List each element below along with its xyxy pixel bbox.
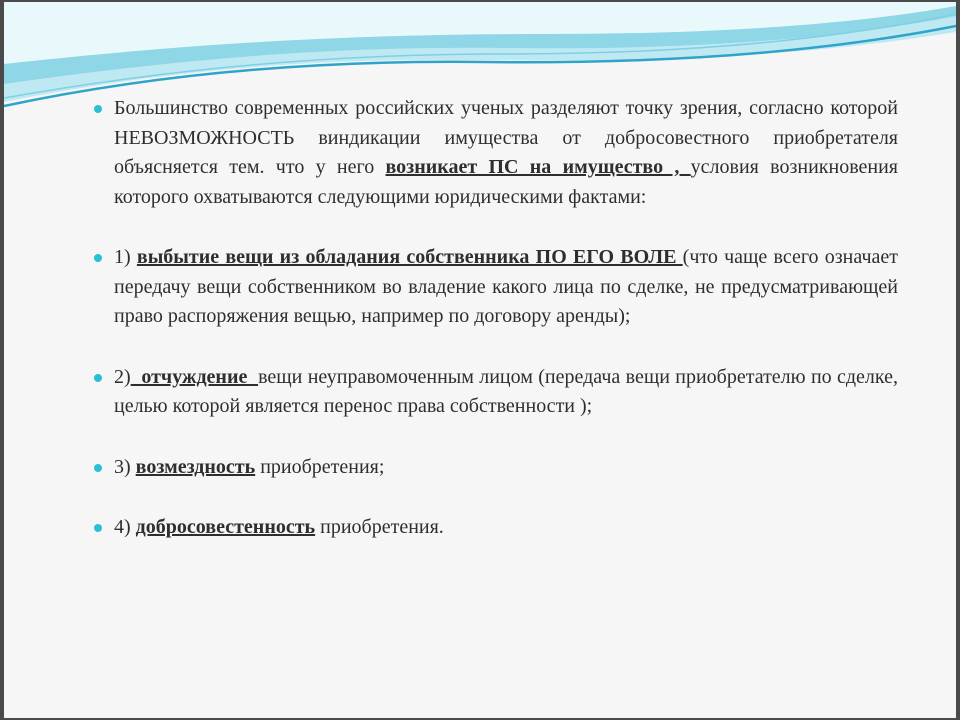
- item-text: Большинство современных российских ученых разделяют точку зрения, согласно которой НЕВОЗМОЖНОСТЬ виндикации имущества от добросовестного приобретателя объясняется тем. что у него возникает ПС на имущество , условия возникновения которого охватываются следующими юридическими фактами:: [114, 97, 899, 208]
- item-text: 3) возмездность приобретения;: [114, 455, 385, 478]
- item-text: 4) добросовестенность приобретения.: [114, 516, 444, 538]
- item-text: 2) отчуждение вещи неуправомоченным лицом (передача вещи приобретателю по сделке, целью которой является перенос права собственности );: [114, 365, 899, 417]
- slide: [4, 2, 956, 718]
- bullet-icon: [94, 254, 102, 262]
- list-item: [92, 243, 898, 332]
- bullet-icon: [94, 105, 102, 113]
- bullet-icon: [94, 524, 102, 532]
- list-item: [92, 513, 898, 543]
- item-text: 1) выбытие вещи из обладания собственника ПО ЕГО ВОЛЕ (что чаще всего означает передачу вещи собственником во владение какого лица по сделке, не предусматривающей право распоряжения вещью, например по договору аренды);: [114, 246, 898, 327]
- list-item: [92, 453, 898, 483]
- bullet-list: [92, 94, 898, 543]
- list-item: [92, 94, 898, 212]
- bullet-icon: [94, 464, 102, 472]
- list-item: [92, 363, 898, 422]
- bullet-icon: [94, 374, 102, 382]
